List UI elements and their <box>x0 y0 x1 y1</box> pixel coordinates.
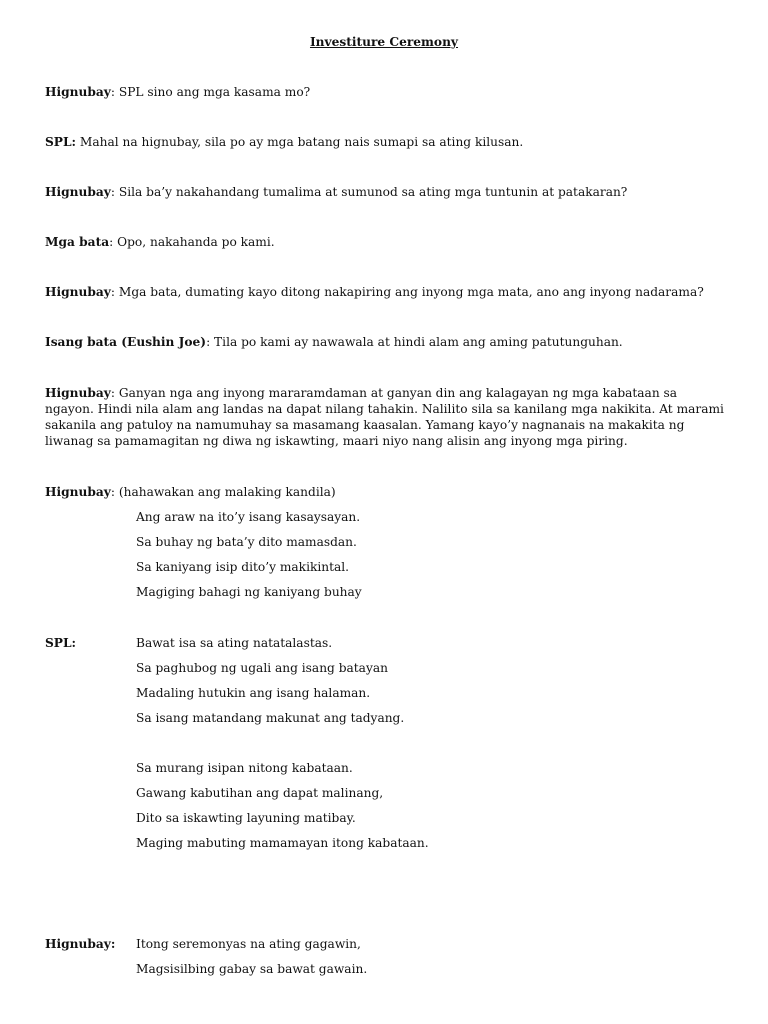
dialogue-text: Opo, nakahanda po kami. <box>117 235 275 249</box>
dialogue-line <box>45 185 627 199</box>
verse-line: Bawat isa sa ating natatalastas. <box>136 636 333 650</box>
dialogue-line <box>45 85 310 99</box>
document-title: Investiture Ceremony <box>309 35 459 49</box>
speaker-separator: : <box>110 485 119 499</box>
dialogue-line <box>45 285 704 299</box>
dialogue-text: Mga bata, dumating kayo ditong nakapiring ang inyong mga mata, ano ang inyong nadarama? <box>118 285 704 299</box>
dialogue-text: Ganyan nga ang inyong mararamdaman at ganyan din ang kalagayan ng mga kabataan sa ngayon. Hindi nila alam ang landas na dapat nilang tahakin. Nalilito sila sa kanilang mga nakikita. At marami sakanila ang patuloy na namumuhay sa masamang kaasalan. Yamang kayo’y nagnanais na makakita ng liwanag sa pamamagitan ng diwa ng iskawting, maari niyo nang alisin ang inyong mga piring. <box>45 386 724 448</box>
speaker-separator: : <box>110 386 119 400</box>
dialogue-text: SPL sino ang mga kasama mo? <box>118 85 311 99</box>
speaker-name: SPL: <box>45 135 77 149</box>
speaker-label-hignubay: Hignubay: <box>45 937 116 951</box>
verse-line: Sa paghubog ng ugali ang isang batayan <box>136 661 388 675</box>
verse-line: Gawang kabutihan ang dapat malinang, <box>136 786 384 800</box>
speaker-separator: : <box>206 335 215 349</box>
verse-line: Maging mabuting mamamayan itong kabataan. <box>136 836 429 850</box>
verse-line: Ang araw na ito’y isang kasaysayan. <box>136 510 361 524</box>
speaker-separator: : <box>110 185 119 199</box>
speaker-separator: : <box>110 285 119 299</box>
speaker-name: Mga bata <box>45 235 110 249</box>
dialogue-text: (hahawakan ang malaking kandila) <box>118 485 336 499</box>
speaker-separator: : <box>109 235 118 249</box>
speaker-name: Hignubay <box>45 285 111 299</box>
verse-line: Magsisilbing gabay sa bawat gawain. <box>136 962 368 976</box>
verse-line: Madaling hutukin ang isang halaman. <box>136 686 371 700</box>
speaker-name: Hignubay <box>45 485 111 499</box>
dialogue-text: Mahal na hignubay, sila po ay mga batang nais sumapi sa ating kilusan. <box>79 135 524 149</box>
dialogue-line <box>45 335 623 349</box>
verse-line: Sa buhay ng bata’y dito mamasdan. <box>136 535 357 549</box>
speaker-name: Hignubay <box>45 386 111 400</box>
verse-line: Sa kaniyang isip dito’y makikintal. <box>136 560 350 574</box>
speaker-name: Hignubay <box>45 85 111 99</box>
speaker-name: Isang bata (Eushin Joe) <box>45 335 207 349</box>
dialogue-text: Sila ba’y nakahandang tumalima at sumunod sa ating mga tuntunin at patakaran? <box>118 185 628 199</box>
verse-line: Sa isang matandang makunat ang tadyang. <box>136 711 405 725</box>
dialogue-line <box>45 485 336 499</box>
verse-line: Sa murang isipan nitong kabataan. <box>136 761 353 775</box>
verse-line: Dito sa iskawting layuning matibay. <box>136 811 356 825</box>
dialogue-line <box>45 235 275 249</box>
speaker-name: Hignubay <box>45 185 111 199</box>
speaker-label-spl: SPL: <box>45 636 77 650</box>
dialogue-line <box>45 135 523 149</box>
speaker-separator: : <box>110 85 119 99</box>
dialogue-paragraph <box>45 385 725 449</box>
verse-line: Itong seremonyas na ating gagawin, <box>136 937 361 951</box>
dialogue-text: Tila po kami ay nawawala at hindi alam ang aming patutunguhan. <box>214 335 623 349</box>
verse-line: Magiging bahagi ng kaniyang buhay <box>136 585 362 599</box>
